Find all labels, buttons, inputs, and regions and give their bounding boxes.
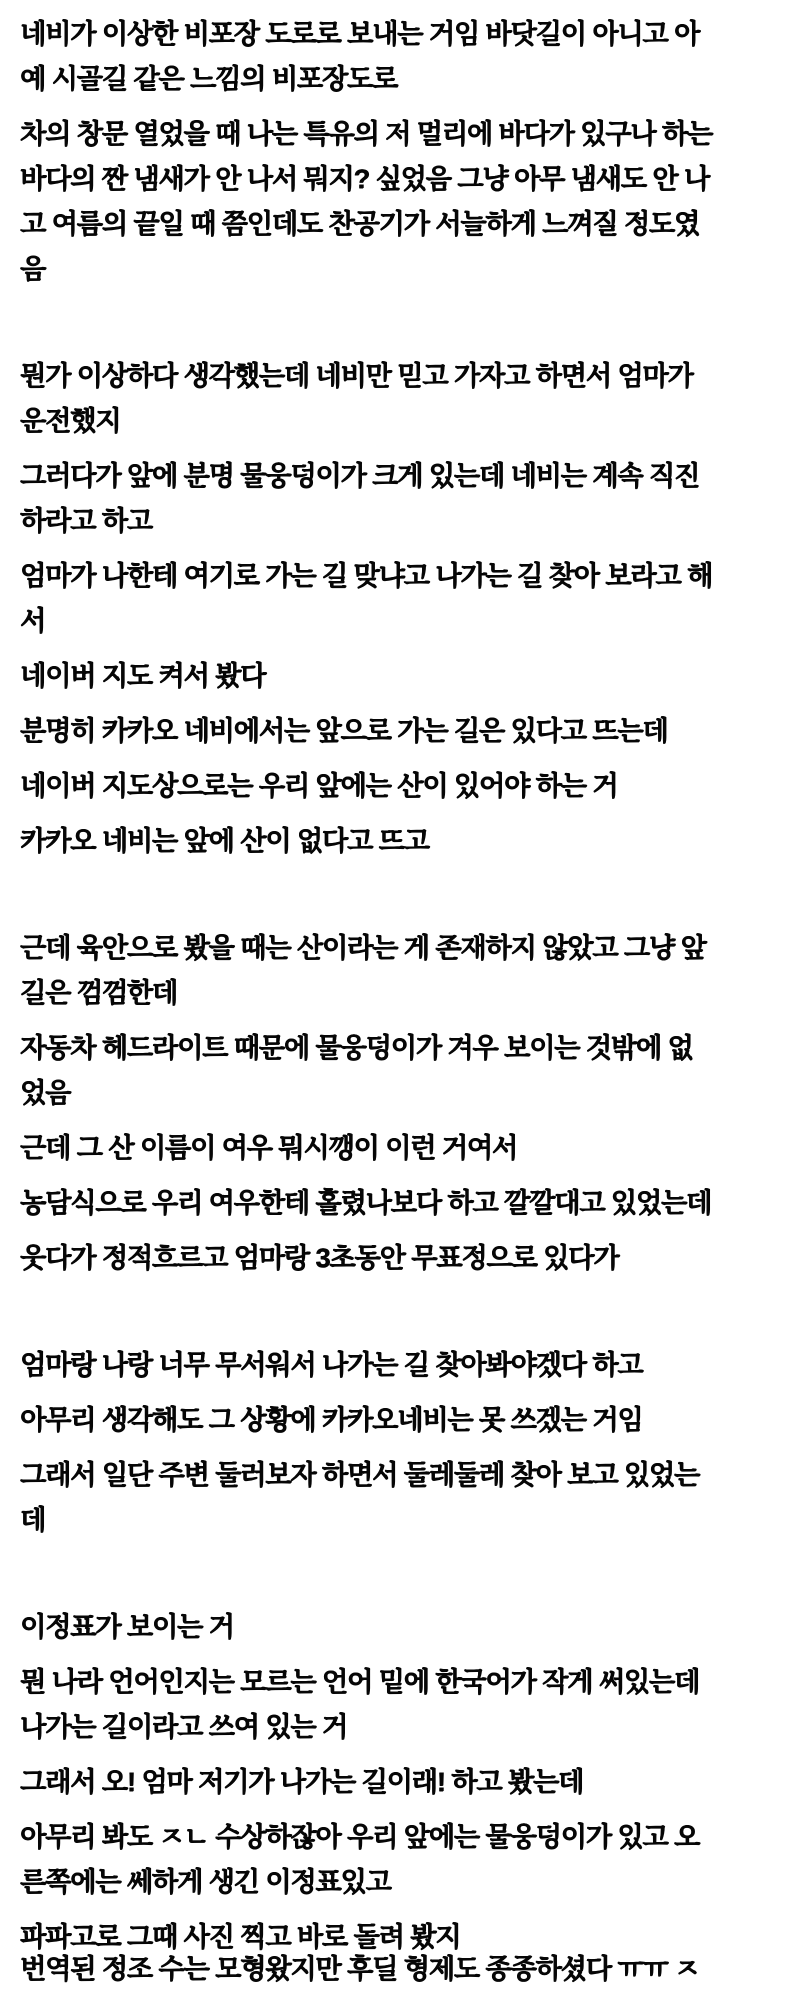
- paragraph: [20, 1760, 782, 1805]
- text-line: 이정표가 보이는 거: [20, 1612, 234, 1642]
- text-line: 아무리 생각해도 그 상황에 카카오네비는 못 쓰겠는 거임: [20, 1405, 643, 1435]
- paragraph: [20, 12, 782, 102]
- text-line: 네이버 지도상으로는 우리 앞에는 산이 있어야 하는 거: [20, 771, 618, 801]
- text-line: 그래서 오! 엄마 저기가 나가는 길이래! 하고 봤는데: [20, 1767, 584, 1797]
- paragraph: [20, 709, 782, 754]
- paragraph: [20, 1605, 782, 1650]
- paragraph: [20, 112, 782, 292]
- paragraph: [20, 1026, 782, 1116]
- paragraph: [20, 454, 782, 544]
- text-line: 네비가 이상한 비포장 도로로 보내는 거임 바닷길이 아니고 아: [20, 19, 700, 49]
- paragraph: [20, 554, 782, 644]
- paragraph: [20, 1398, 782, 1443]
- paragraph: [20, 654, 782, 699]
- paragraph: [20, 354, 782, 444]
- paragraph: [20, 1181, 782, 1226]
- paragraph: [20, 764, 782, 809]
- text-line: 서: [20, 606, 46, 636]
- text-line: 분명히 카카오 네비에서는 앞으로 가는 길은 있다고 뜨는데: [20, 716, 668, 746]
- text-line: 네이버 지도 켜서 봤다: [20, 661, 266, 691]
- text-line: 파파고로 그때 사진 찍고 바로 돌려 봤지: [20, 1922, 461, 1952]
- paragraph: [20, 1815, 782, 1905]
- text-line: 아무리 봐도 ㅈㄴ 수상하잖아 우리 앞에는 물웅덩이가 있고 오: [20, 1822, 700, 1852]
- text-line: 근데 육안으로 봤을 때는 산이라는 게 존재하지 않았고 그냥 앞: [20, 933, 706, 963]
- text-line: 운전했지: [20, 406, 121, 436]
- text-line: 예 시골길 같은 느낌의 비포장도로: [20, 64, 398, 94]
- paragraph: [20, 926, 782, 1016]
- text-line: 하라고 하고: [20, 506, 152, 536]
- text-line: 데: [20, 1505, 46, 1535]
- text-line: 뭔가 이상하다 생각했는데 네비만 믿고 가자고 하면서 엄마가: [20, 361, 693, 391]
- paragraph: [20, 819, 782, 864]
- paragraph: [20, 1660, 782, 1750]
- text-line: 엄마가 나한테 여기로 가는 길 맞냐고 나가는 길 찾아 보라고 해: [20, 561, 713, 591]
- text-line: 고 여름의 끝일 때 쯤인데도 찬공기가 서늘하게 느껴질 정도였: [20, 209, 700, 239]
- text-line: 었음: [20, 1078, 71, 1108]
- text-line: 카카오 네비는 앞에 산이 없다고 뜨고: [20, 826, 429, 856]
- text-line: 나가는 길이라고 쓰여 있는 거: [20, 1712, 347, 1742]
- text-line: 른쪽에는 쎄하게 생긴 이정표있고: [20, 1867, 391, 1897]
- text-line: 길은 껌껌한데: [20, 978, 177, 1008]
- text-line: 음: [20, 254, 46, 284]
- text-line: 농담식으로 우리 여우한테 홀렸나보다 하고 깔깔대고 있었는데: [20, 1188, 712, 1218]
- paragraph: [20, 1236, 782, 1281]
- text-line: 바다의 짠 냄새가 안 나서 뭐지? 싶었음 그냥 아무 냄새도 안 나: [20, 164, 709, 194]
- text-line: 그러다가 앞에 분명 물웅덩이가 크게 있는데 네비는 계속 직진: [20, 461, 700, 491]
- paragraph: [20, 1453, 782, 1543]
- paragraph: [20, 1915, 782, 1992]
- text-line: 자동차 헤드라이트 때문에 물웅덩이가 겨우 보이는 것밖에 없: [20, 1033, 693, 1063]
- paragraph: [20, 1126, 782, 1171]
- text-line: 뭔 나라 언어인지는 모르는 언어 밑에 한국어가 작게 써있는데: [20, 1667, 700, 1697]
- text-line-clipped: 번역된 정조 수는 모형왔지만 후딜 형제도 종종하셨다 ㅠㅠ ㅈ: [20, 1954, 700, 1984]
- paragraph: [20, 1343, 782, 1388]
- text-line: 차의 창문 열었을 때 나는 특유의 저 멀리에 바다가 있구나 하는: [20, 119, 713, 149]
- text-line: 엄마랑 나랑 너무 무서워서 나가는 길 찾아봐야겠다 하고: [20, 1350, 643, 1380]
- text-line: 웃다가 정적흐르고 엄마랑 3초동안 무표정으로 있다가: [20, 1243, 619, 1273]
- text-line: 근데 그 산 이름이 여우 뭐시깽이 이런 거여서: [20, 1133, 517, 1163]
- text-line: 그래서 일단 주변 둘러보자 하면서 둘레둘레 찾아 보고 있었는: [20, 1460, 700, 1490]
